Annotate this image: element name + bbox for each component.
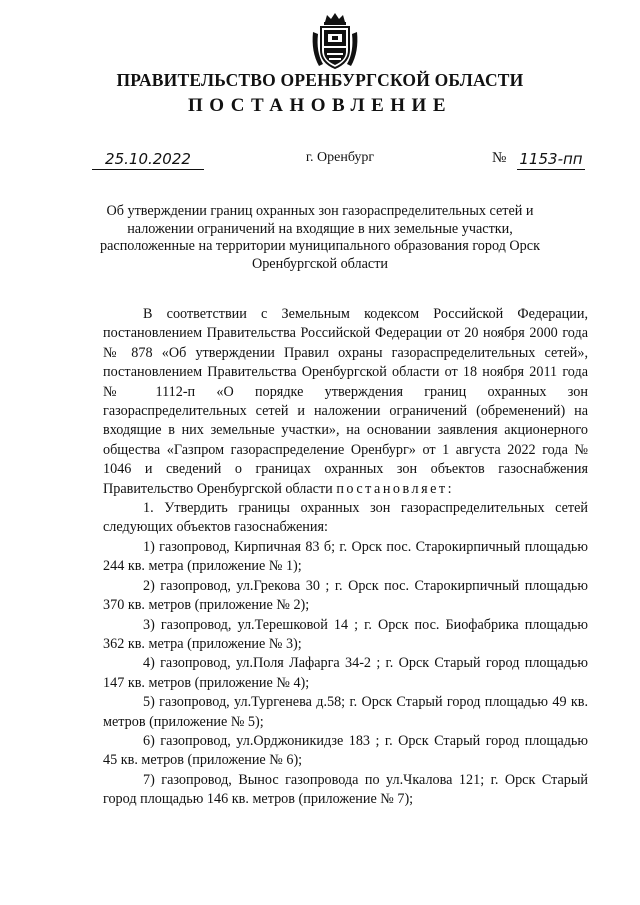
list-item-6: 6) газопровод, ул.Орджоникидзе 183 ; г. Орск Старый город площадью 45 кв. метров (приложение № 6); [103,732,588,769]
preamble-paragraph [103,305,588,499]
document-number: 1153-пп [517,150,585,170]
document-number-label: № [492,150,507,166]
document-date: 25.10.2022 [92,150,204,170]
decree-word: постановляет: [336,480,455,497]
document-body [103,305,588,810]
coat-of-arms-icon [309,12,361,72]
document-city: г. Оренбург [305,150,375,165]
government-title: ПРАВИТЕЛЬСТВО ОРЕНБУРГСКОЙ ОБЛАСТИ [116,70,524,90]
point-1-paragraph: 1. Утвердить границы охранных зон газораспределительных сетей следующих объектов газоснабжения: [103,500,588,536]
list-item-3: 3) газопровод, ул.Терешковой 14 ; г. Орск пос. Биофабрика площадью 362 кв. метра (приложение № 3); [103,616,588,652]
list-item-5: 5) газопровод, ул.Тургенева д.58; г. Орск Старый город площадью 49 кв. метров (приложение № 5); [103,694,588,730]
preamble-text: В соответствии с Земельным кодексом Российской Федерации, постановлением Правительства Российской Федерации от 20 ноября 2000 года № 878 «Об утверждении Правил охраны газораспределительных сетей», постановлением Правительства Оренбургской области от 18 ноября 2011 года № 1112-п «О порядке утверждения границ охранных зон газораспределительных сетей и наложении ограничений (обременений) на входящие в них земельные участки», на основании заявления акционерного общества «Газпром газораспределение Оренбург» от 1 августа 2022 года № 1046 и сведений о границах охранных зон объектов газоснабжения Правительство Оренбургской области [103,306,588,497]
document-subject: Об утверждении границ охранных зон газораспределительных сетей и наложении ограничений на входящие в них земельные участки, расположенные на территории муниципального образования город Орск Оренбургской области [100,203,540,272]
document-type: ПОСТАНОВЛЕНИЕ [187,95,453,116]
list-item-2: 2) газопровод, ул.Грекова 30 ; г. Орск пос. Старокирпичный площадью 370 кв. метров (приложение № 2); [103,577,588,614]
list-item-7: 7) газопровод, Вынос газопровода по ул.Чкалова 121; г. Орск Старый город площадью 146 кв. метров (приложение № 7); [103,771,588,808]
list-item-1: 1) газопровод, Кирпичная 83 б; г. Орск пос. Старокирпичный площадью 244 кв. метра (приложение № 1); [103,538,588,575]
list-item-4: 4) газопровод, ул.Поля Лафарга 34-2 ; г. Орск Старый город площадью 147 кв. метров (приложение № 4); [103,655,588,691]
